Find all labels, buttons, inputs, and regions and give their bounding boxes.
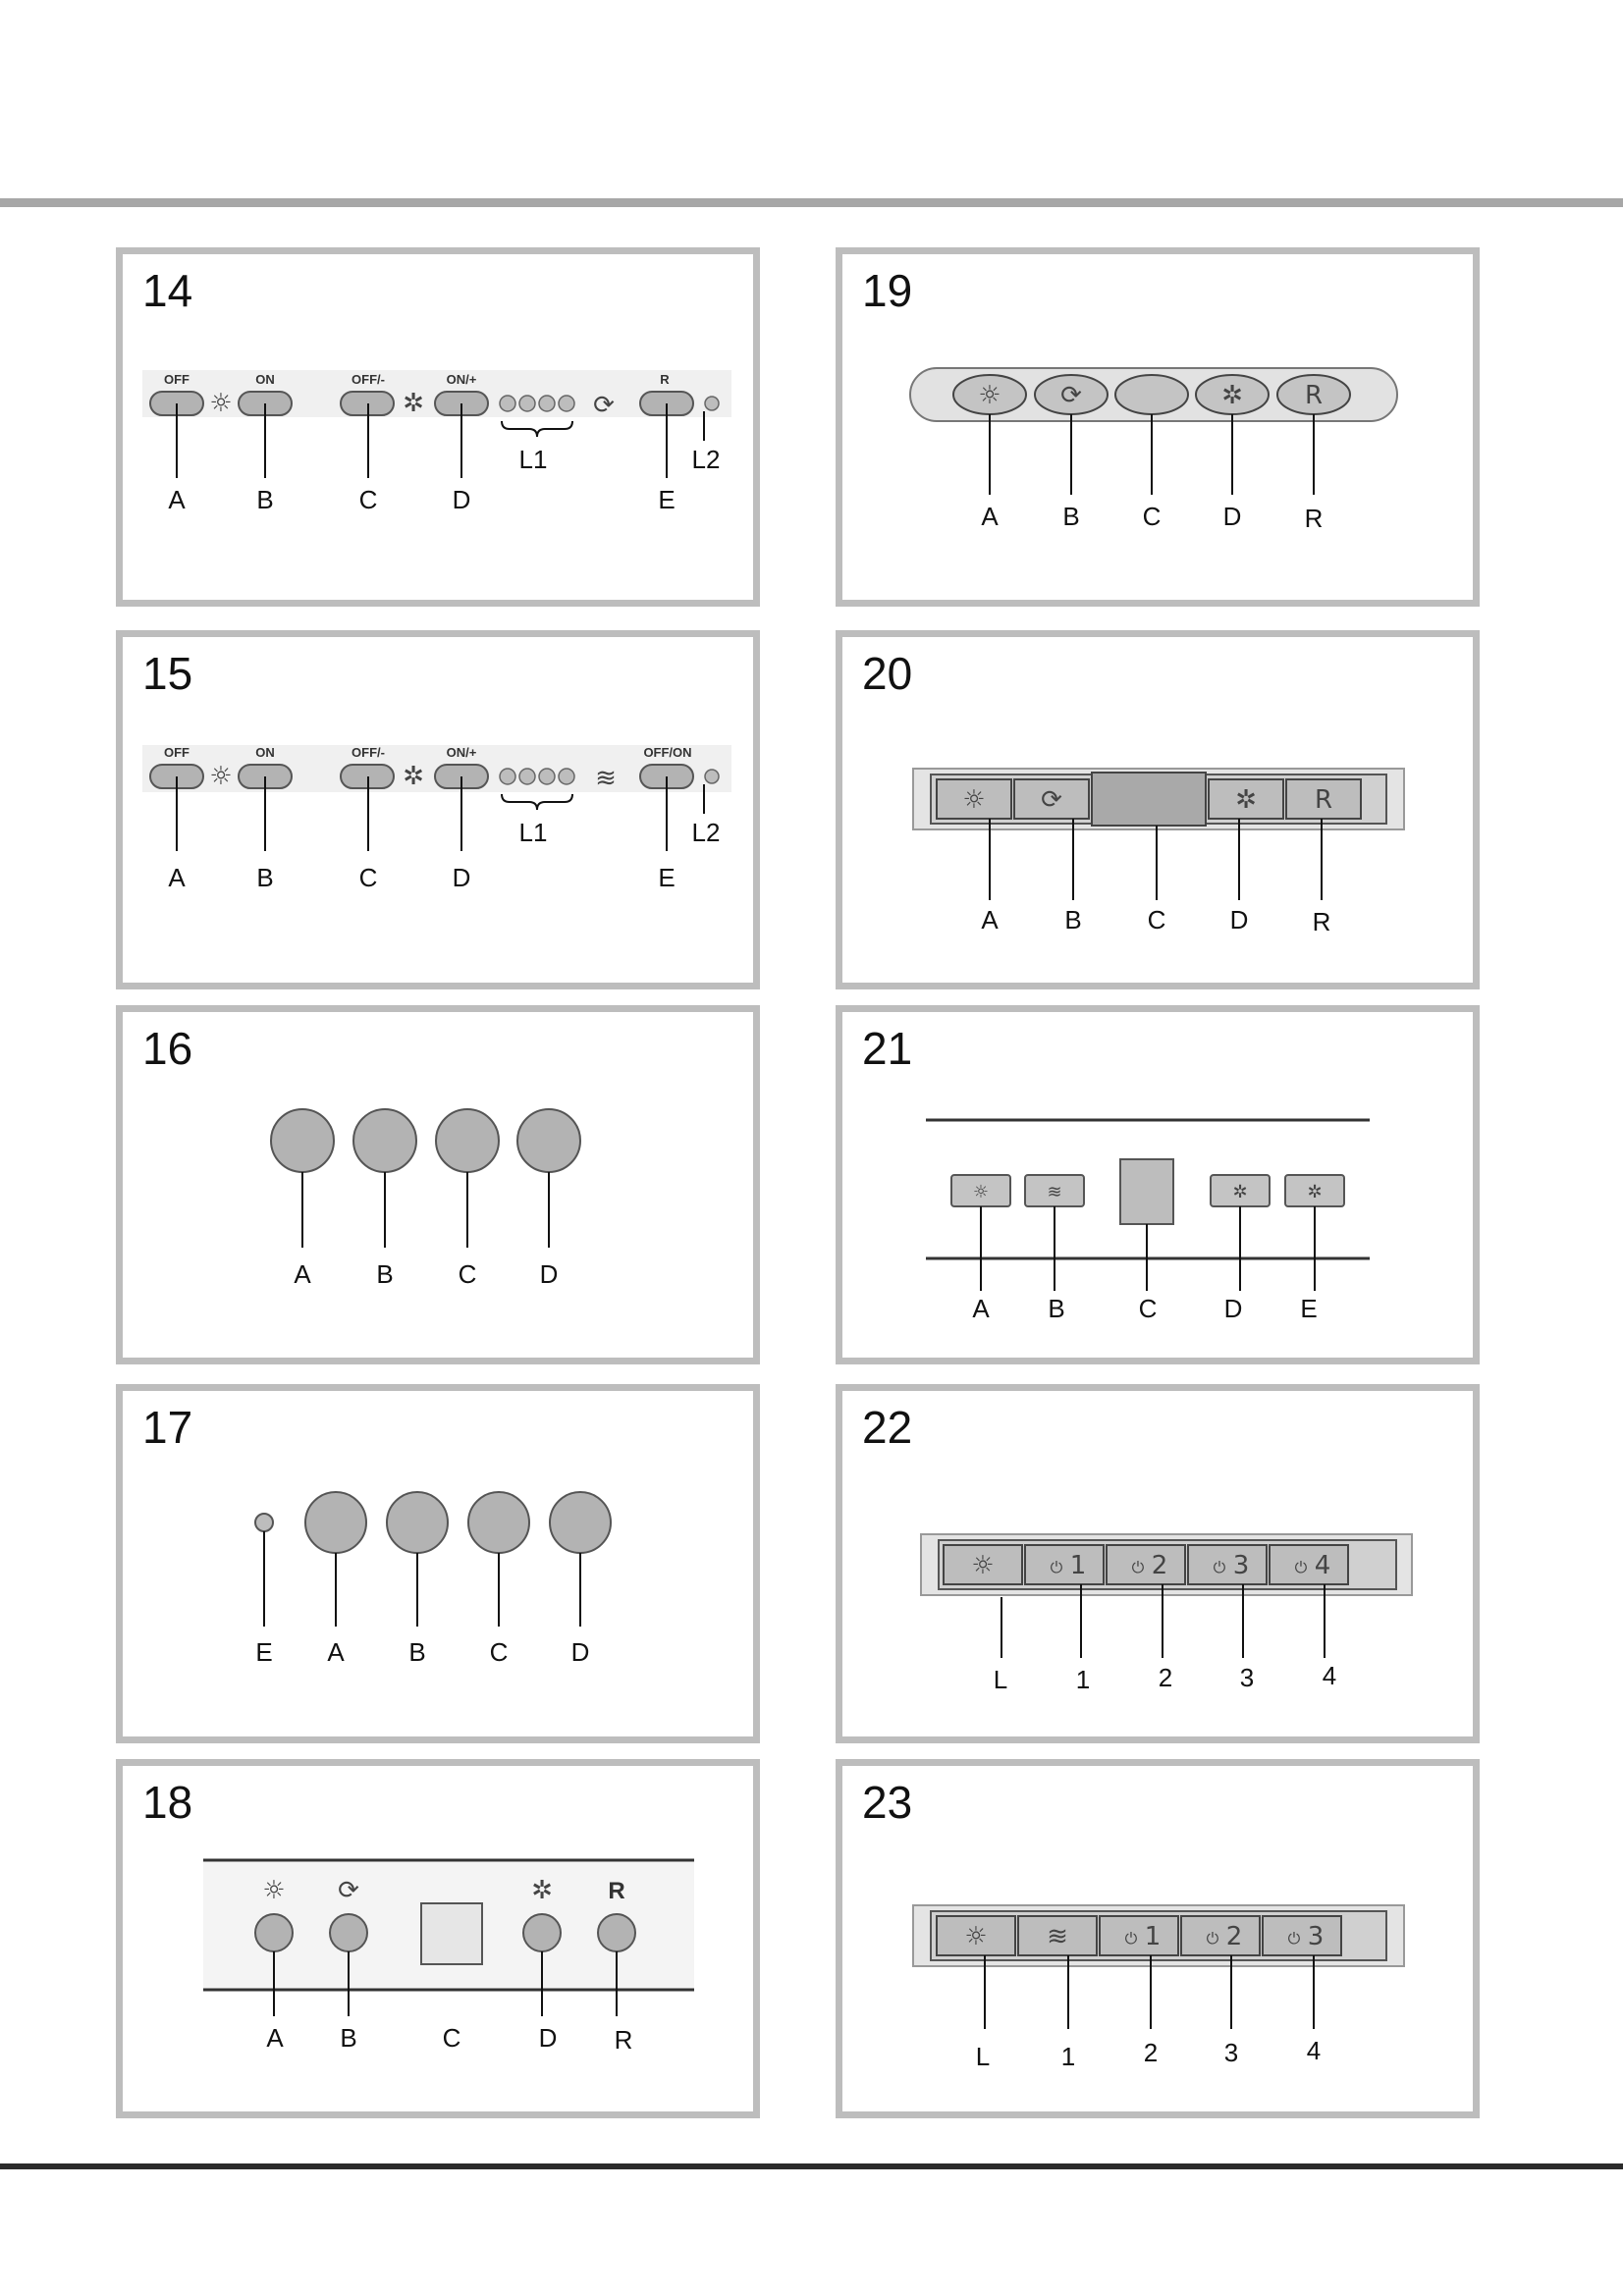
power-icon: ⏻ [1050,1558,1063,1576]
figure-14 [116,247,760,607]
figure-16 [116,1005,760,1364]
callout-label: B [408,1637,426,1667]
control-panel-diagram [842,637,1473,983]
callout-label: 3 [1239,1663,1255,1692]
button-label: 2 [1151,1551,1168,1580]
button-label: 4 [1314,1551,1331,1580]
control-panel-diagram [842,1391,1473,1736]
top-label: OFF/- [352,745,385,760]
button-c[interactable] [436,1109,499,1172]
figure-number: 16 [142,1023,193,1074]
power-icon: ⏻ [1131,1558,1145,1576]
button-d[interactable] [523,1914,561,1951]
callout-label: L [975,2042,991,2071]
callout-label: 4 [1322,1661,1337,1690]
button-label: R [1304,381,1324,410]
button-d[interactable] [550,1492,611,1553]
button-label: 1 [1069,1551,1087,1580]
button-label: 3 [1307,1922,1325,1951]
top-label: OFF [164,745,189,760]
power-icon: ⏻ [1213,1558,1226,1576]
callout-label: A [266,2023,284,2053]
figure-number: 18 [142,1777,193,1828]
figure-15 [116,630,760,989]
top-label: ON/+ [446,372,477,387]
display-c [1120,1159,1173,1224]
top-label: OFF [164,372,189,387]
figure-18 [116,1759,760,2118]
figure-number: 20 [862,648,913,699]
figure-20 [836,630,1480,989]
control-panel-diagram [123,1766,753,2111]
timer-icon: ⟳ [338,1876,359,1905]
callout-label: B [256,863,274,892]
sensor-icon: ≋ [1047,1922,1068,1951]
fan-icon: ✲ [1232,1182,1248,1202]
light-icon: ☼ [964,1922,988,1951]
callout-label: 2 [1158,1663,1173,1692]
callout-label: A [168,863,186,892]
callout-label: L1 [518,818,548,847]
light-icon: ☼ [209,389,233,418]
fan-icon: ✲ [1221,381,1243,410]
callout-label: L2 [691,445,721,474]
control-panel-diagram [842,1012,1473,1358]
callout-label: R [614,2025,633,2055]
light-icon: ☼ [962,785,986,815]
fan-icon: ✲ [1235,785,1257,815]
fan-icon: ✲ [403,762,424,791]
figure-number: 21 [862,1023,913,1074]
timer-icon: ⟳ [1041,785,1062,815]
callout-label: L2 [691,818,721,847]
top-label: OFF/- [352,372,385,387]
callout-label: D [1229,905,1249,934]
callout-label: C [458,1259,477,1289]
callout-label: E [255,1637,273,1667]
indicator-led-e [255,1514,273,1531]
led-l2 [705,770,719,783]
timer-icon: ⟳ [1060,381,1082,410]
sensor-icon: ≋ [595,764,617,793]
figure-22 [836,1384,1480,1743]
button-b[interactable] [330,1914,367,1951]
callout-label: E [1300,1294,1318,1323]
button-speed-1[interactable] [1100,1916,1178,1955]
button-c[interactable] [468,1492,529,1553]
button-speed-4[interactable] [1270,1545,1348,1584]
led-l2 [705,397,719,410]
button-b[interactable] [387,1492,448,1553]
power-icon: ⏻ [1124,1929,1138,1948]
callout-label: B [1062,502,1080,531]
callout-label: 1 [1075,1665,1091,1694]
button-label: 1 [1144,1922,1162,1951]
power-icon: ⏻ [1294,1558,1308,1576]
callout-label: 2 [1143,2038,1159,2067]
control-panel-diagram [123,637,753,983]
callout-label: C [442,2023,461,2053]
callout-label: A [981,905,999,934]
top-label: OFF/ON [643,745,692,760]
callout-label: C [358,863,378,892]
button-c[interactable] [1115,375,1188,414]
callout-label: E [658,485,676,514]
top-label: ON/+ [446,745,477,760]
callout-label: L [993,1665,1008,1694]
top-label: ON [255,372,275,387]
callout-label: D [1222,502,1242,531]
callout-label: D [452,485,471,514]
figure-number: 14 [142,265,193,316]
callout-label: A [168,485,186,514]
callout-label: B [340,2023,357,2053]
light-icon: ☼ [209,762,233,791]
top-label: ON [255,745,275,760]
callout-label: C [1142,502,1162,531]
light-icon: ☼ [971,1551,995,1580]
figure-number: 19 [862,265,913,316]
control-panel-diagram [842,254,1473,600]
top-label: R [608,1878,625,1904]
button-d[interactable] [517,1109,580,1172]
callout-label: 4 [1306,2036,1322,2065]
button-b[interactable] [353,1109,416,1172]
callout-label: E [658,863,676,892]
fan-icon: ✲ [403,389,424,418]
callout-label: D [538,2023,558,2053]
control-panel-diagram [123,1391,753,1736]
callout-label: C [358,485,378,514]
button-speed-2[interactable] [1107,1545,1185,1584]
sensor-icon: ≋ [1047,1182,1062,1202]
control-panel-diagram [842,1766,1473,2111]
callout-label: C [489,1637,509,1667]
button-speed-3[interactable] [1263,1916,1341,1955]
figure-number: 22 [862,1402,913,1453]
figure-17 [116,1384,760,1743]
fan-icon: ✲ [531,1876,553,1905]
callout-label: B [256,485,274,514]
control-panel-diagram [123,1012,753,1358]
button-label: 2 [1225,1922,1243,1951]
light-icon: ☼ [978,381,1001,410]
fan-icon: ✲ [1307,1182,1323,1202]
callout-label: A [294,1259,311,1289]
callout-label: A [972,1294,990,1323]
control-panel-diagram [123,254,753,600]
button-r[interactable] [598,1914,635,1951]
callout-label: C [1147,905,1166,934]
callout-label: R [1304,504,1324,533]
callout-label: D [539,1259,559,1289]
display-c [421,1903,482,1964]
top-rule [0,198,1623,207]
button-label: R [1314,785,1333,815]
button-a[interactable] [255,1914,293,1951]
button-label: 3 [1232,1551,1250,1580]
figure-19 [836,247,1480,607]
button-speed-1[interactable] [1025,1545,1104,1584]
button-a[interactable] [305,1492,366,1553]
figure-number: 17 [142,1402,193,1453]
figure-21 [836,1005,1480,1364]
callout-label: B [1048,1294,1065,1323]
display-c [1092,773,1206,826]
callout-label: 1 [1060,2042,1076,2071]
bottom-rule [0,2163,1623,2169]
power-icon: ⏻ [1206,1929,1219,1948]
callout-label: A [327,1637,345,1667]
callout-label: A [981,502,999,531]
button-speed-2[interactable] [1181,1916,1260,1955]
top-label: R [660,372,670,387]
callout-label: D [452,863,471,892]
callout-label: D [570,1637,590,1667]
button-speed-3[interactable] [1188,1545,1267,1584]
figure-number: 15 [142,648,193,699]
figure-number: 23 [862,1777,913,1828]
light-icon: ☼ [262,1876,286,1905]
power-icon: ⏻ [1287,1929,1301,1948]
button-a[interactable] [271,1109,334,1172]
callout-label: R [1312,907,1331,936]
callout-label: L1 [518,445,548,474]
callout-label: B [376,1259,394,1289]
light-icon: ☼ [972,1182,990,1202]
callout-label: C [1138,1294,1158,1323]
callout-label: 3 [1223,2038,1239,2067]
timer-icon: ⟳ [593,391,615,420]
callout-label: B [1064,905,1082,934]
callout-label: D [1223,1294,1243,1323]
figure-23 [836,1759,1480,2118]
